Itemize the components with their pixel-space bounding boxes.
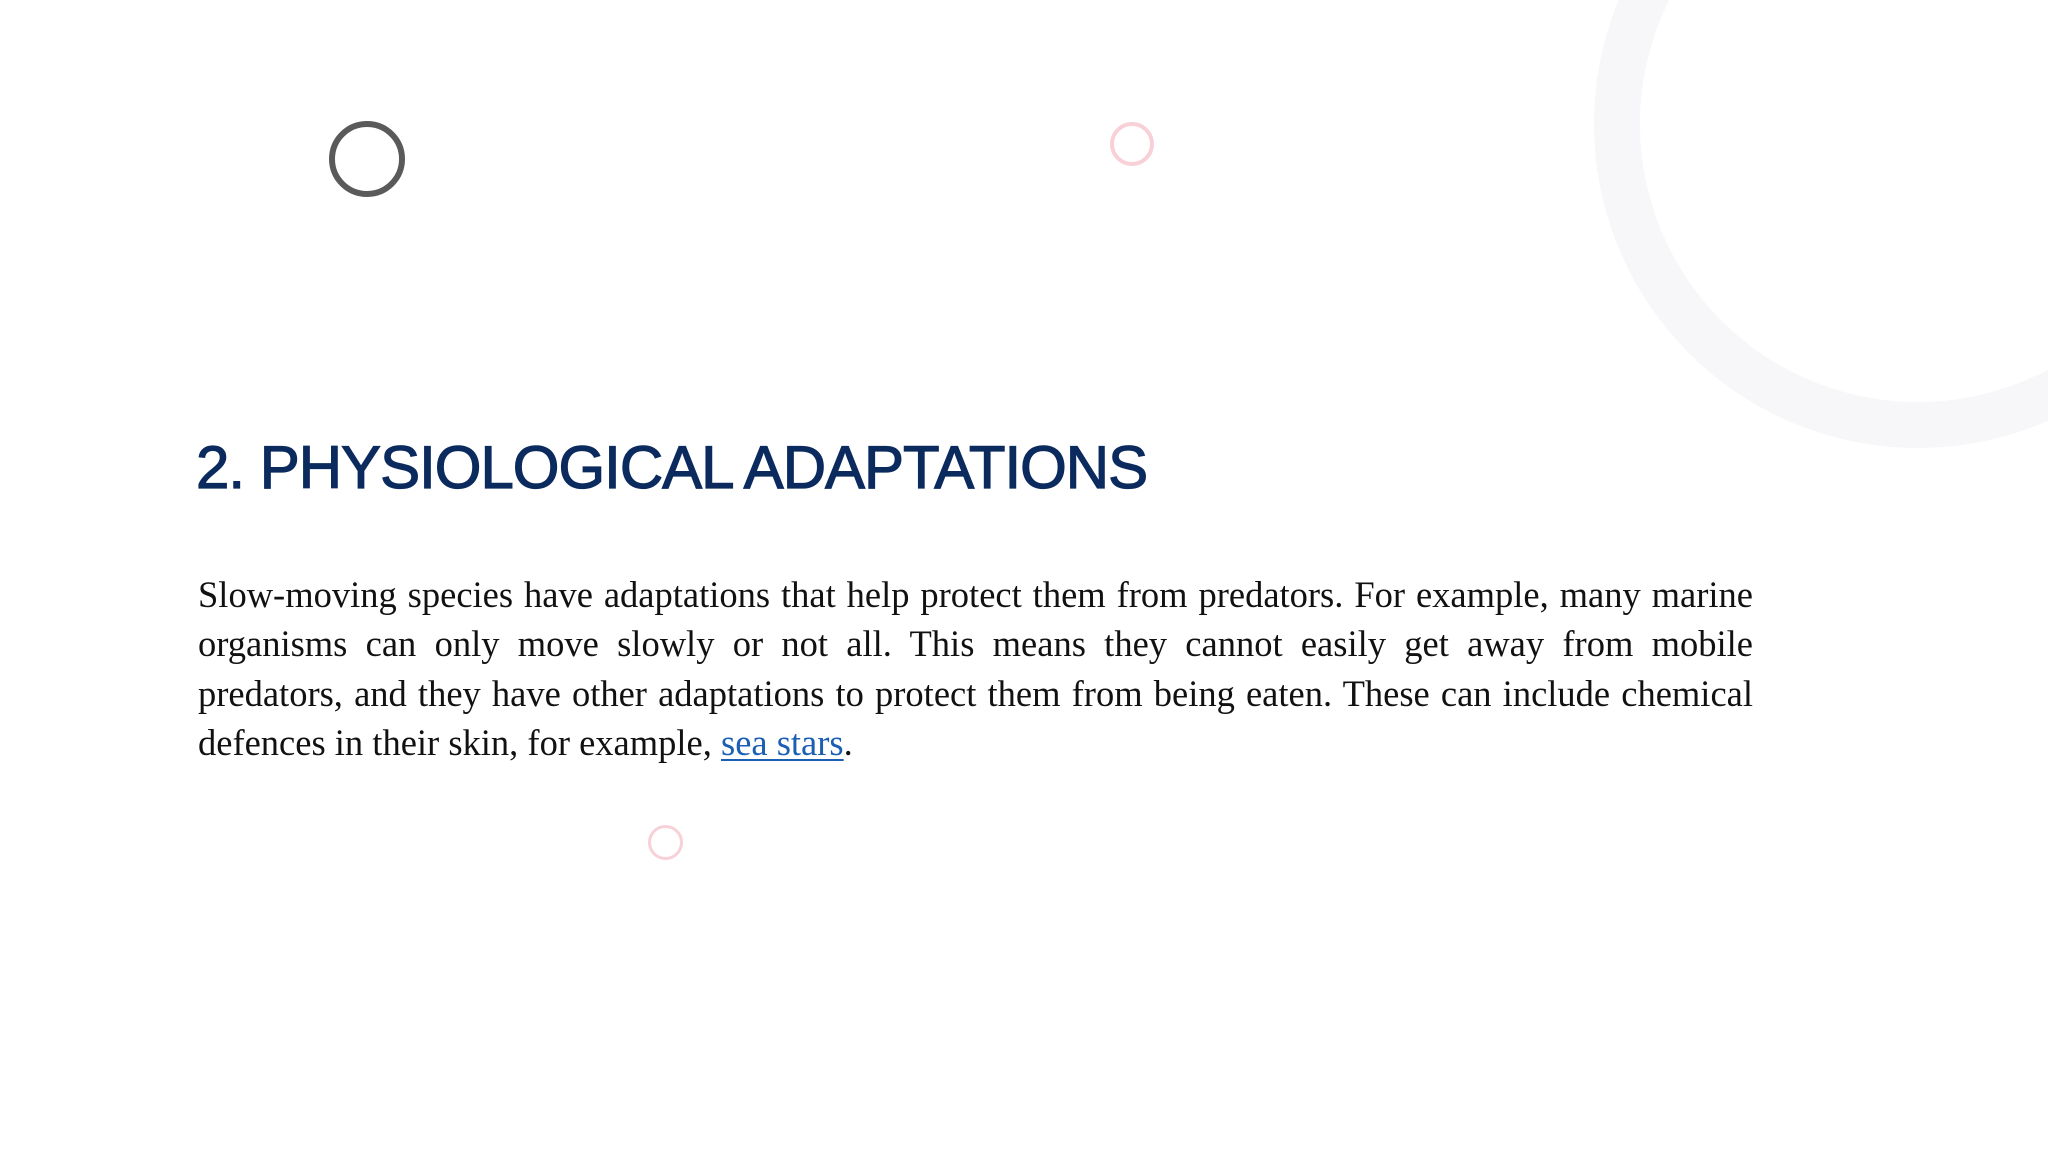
body-paragraph bbox=[198, 570, 1753, 767]
body-text-before-link: Slow-moving species have adaptations that help protect them from predators. For example, many marine organisms can only move slowly or not all. This means they cannot easily get away from mobile predators, and they have other adaptations to protect them from being eaten. These can include chemical defences in their skin, for example, bbox=[198, 574, 1753, 763]
dark-ring-decoration-icon bbox=[329, 121, 405, 197]
small-pink-ring-decoration-icon bbox=[648, 825, 683, 860]
large-ring-decoration-icon bbox=[1594, 0, 2048, 448]
sea-stars-link[interactable]: sea stars bbox=[720, 721, 844, 763]
pink-ring-decoration-icon bbox=[1110, 122, 1154, 166]
body-text-after-link: . bbox=[843, 721, 853, 763]
slide-title: 2. PHYSIOLOGICAL ADAPTATIONS bbox=[196, 434, 1148, 501]
